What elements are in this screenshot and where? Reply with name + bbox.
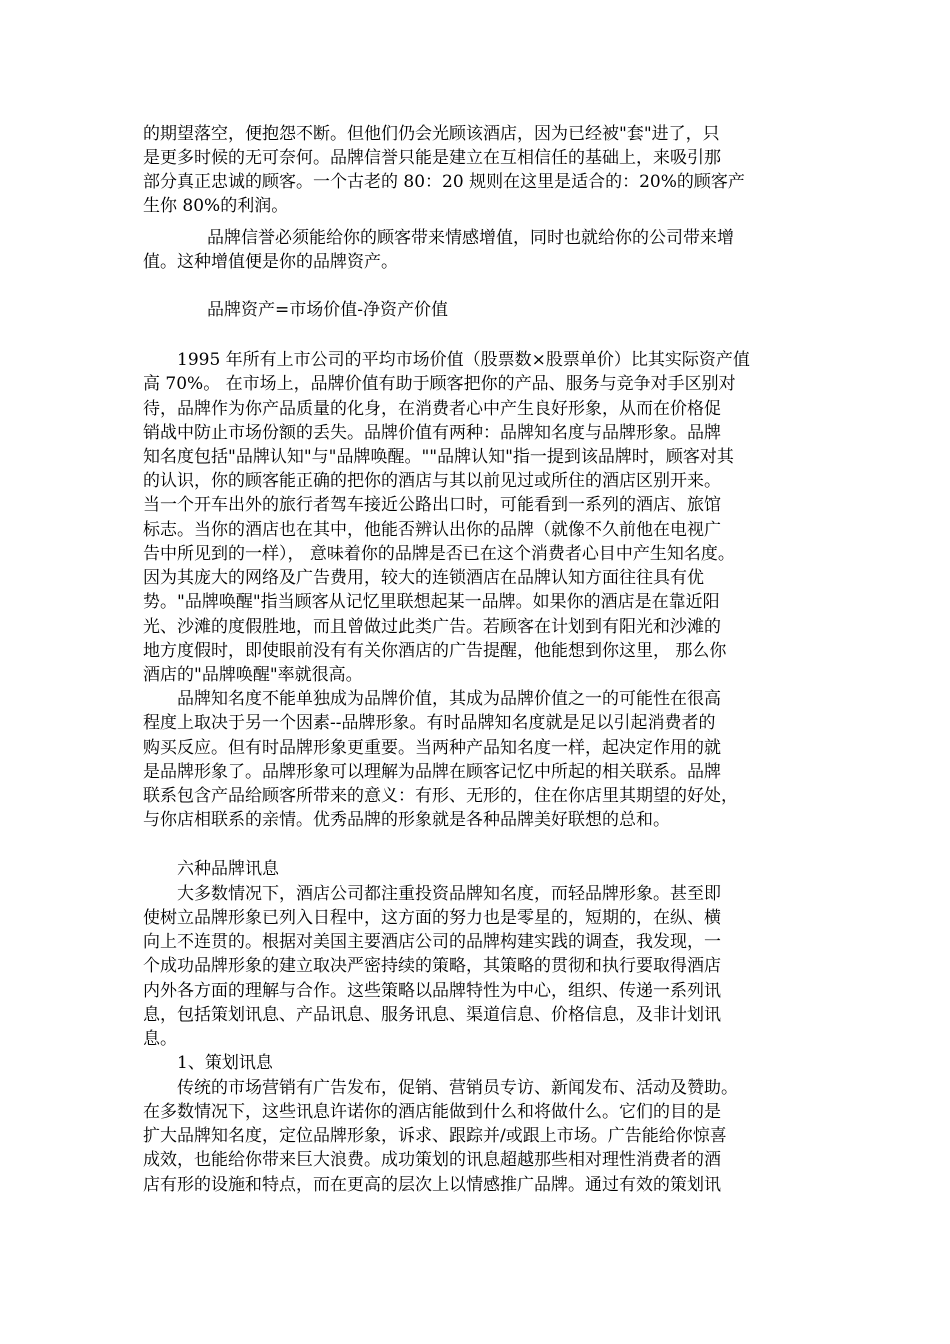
- text-line: 内外各方面的理解与合作。这些策略以品牌特性为中心，组织、传递一系列讯: [143, 981, 721, 1001]
- text-line: 扩大品牌知名度，定位品牌形象，诉求、跟踪并/或跟上市场。广告能给你惊喜: [143, 1126, 727, 1146]
- text-line: 程度上取决于另一个因素--品牌形象。有时品牌知名度就是足以引起消费者的: [143, 713, 716, 733]
- text-line: 是品牌形象了。品牌形象可以理解为品牌在顾客记忆中所起的相关联系。品牌: [143, 762, 721, 782]
- text-line: 部分真正忠诚的顾客。一个古老的 80：20 规则在这里是适合的：20%的顾客产: [143, 172, 745, 192]
- text-line: 因为其庞大的网络及广告费用，较大的连锁酒店在品牌认知方面往往具有优: [143, 568, 704, 588]
- text-line: 联系包含产品给顾客所带来的意义：有形、无形的，住在你店里其期望的好处，: [143, 786, 738, 806]
- text-line: 是更多时候的无可奈何。品牌信誉只能是建立在互相信任的基础上，来吸引那: [143, 148, 721, 168]
- subsection-heading: 1、策划讯息: [177, 1053, 273, 1073]
- text-line: 生你 80%的利润。: [143, 196, 289, 216]
- text-line: 标志。当你的酒店也在其中，他能否辨认出你的品牌（就像不久前他在电视广: [143, 520, 721, 540]
- text-line: 息。: [143, 1029, 177, 1049]
- text-line: 地方度假时，即使眼前没有有关你酒店的广告提醒，他能想到你这里， 那么你: [143, 641, 727, 661]
- text-line: 高 70%。 在市场上，品牌价值有助于顾客把你的产品、服务与竞争对手区别对: [143, 374, 736, 394]
- text-line: 大多数情况下，酒店公司都注重投资品牌知名度，而轻品牌形象。甚至即: [177, 884, 721, 904]
- text-line: 告中所见到的一样）， 意味着你的品牌是否已在这个消费者心目中产生知名度。: [143, 544, 735, 564]
- text-line: 品牌信誉必须能给你的顾客带来情感增值，同时也就给你的公司带来增: [207, 228, 734, 248]
- text-line: 值。这种增值便是你的品牌资产。: [143, 252, 398, 272]
- text-line: 的期望落空，便抱怨不断。但他们仍会光顾该酒店，因为已经被"套"进了，只: [143, 124, 720, 144]
- text-line: 光、沙滩的度假胜地，而且曾做过此类广告。若顾客在计划到有阳光和沙滩的: [143, 617, 721, 637]
- text-line: 个成功品牌形象的建立取决严密持续的策略，其策略的贯彻和执行要取得酒店: [143, 956, 721, 976]
- text-line: 1995 年所有上市公司的平均市场价值（股票数×股票单价）比其实际资产值: [177, 350, 750, 370]
- text-line: 待，品牌作为你产品质量的化身，在消费者心中产生良好形象，从而在价格促: [143, 399, 721, 419]
- text-line: 当一个开车出外的旅行者驾车接近公路出口时，可能看到一系列的酒店、旅馆: [143, 495, 721, 515]
- formula-line: 品牌资产=市场价值-净资产价值: [207, 300, 448, 320]
- text-line: 息，包括策划讯息、产品讯息、服务讯息、渠道信息、价格信息，及非计划讯: [143, 1005, 721, 1025]
- text-line: 酒店的"品牌唤醒"率就很高。: [143, 665, 363, 685]
- text-line: 在多数情况下，这些讯息许诺你的酒店能做到什么和将做什么。它们的目的是: [143, 1102, 721, 1122]
- text-line: 向上不连贯的。根据对美国主要酒店公司的品牌构建实践的调查，我发现，一: [143, 932, 721, 952]
- section-heading: 六种品牌讯息: [177, 859, 279, 879]
- text-line: 使树立品牌形象已列入日程中，这方面的努力也是零星的，短期的，在纵、横: [143, 908, 721, 928]
- text-line: 品牌知名度不能单独成为品牌价值，其成为品牌价值之一的可能性在很高: [177, 689, 721, 709]
- text-line: 传统的市场营销有广告发布，促销、营销员专访、新闻发布、活动及赞助。: [177, 1078, 738, 1098]
- text-line: 的认识，你的顾客能正确的把你的酒店与其以前见过或所住的酒店区别开来。: [143, 471, 721, 491]
- text-line: 店有形的设施和特点，而在更高的层次上以情感推广品牌。通过有效的策划讯: [143, 1175, 721, 1195]
- text-line: 销战中防止市场份额的丢失。品牌价值有两种：品牌知名度与品牌形象。品牌: [143, 423, 721, 443]
- text-line: 势。"品牌唤醒"指当顾客从记忆里联想起某一品牌。如果你的酒店是在靠近阳: [143, 592, 720, 612]
- text-line: 知名度包括"品牌认知"与"品牌唤醒。""品牌认知"指一提到该品牌时，顾客对其: [143, 447, 734, 467]
- text-line: 成效，也能给你带来巨大浪费。成功策划的讯息超越那些相对理性消费者的酒: [143, 1150, 721, 1170]
- text-line: 与你店相联系的亲情。优秀品牌的形象就是各种品牌美好联想的总和。: [143, 810, 670, 830]
- text-line: 购买反应。但有时品牌形象更重要。当两种产品知名度一样，起决定作用的就: [143, 738, 721, 758]
